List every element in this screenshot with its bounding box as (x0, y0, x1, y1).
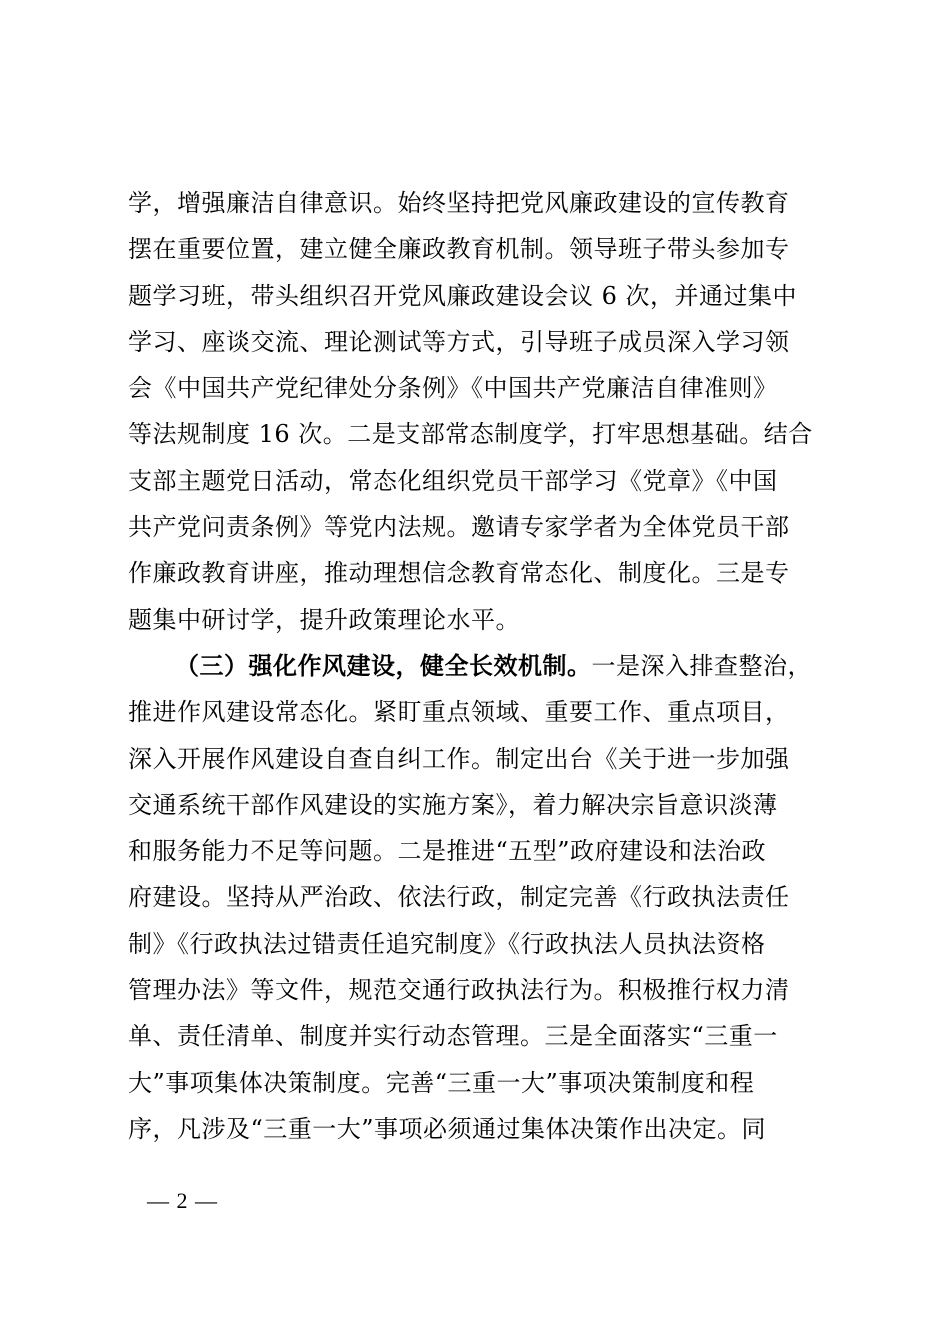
text-line: 推进作风建设常态化。紧盯重点领域、重要工作、重点项目， (128, 698, 790, 727)
text-line: 摆在重要位置，建立健全廉政教育机制。领导班子带头参加专 (128, 235, 790, 264)
text-line: 单、责任清单、制度并实行动态管理。三是全面落实“三重一 (128, 1022, 778, 1051)
body-text (128, 180, 828, 1152)
text-line: 学，增强廉洁自律意识。始终坚持把党风廉政建设的宣传教育 (128, 189, 790, 217)
text-line: 等法规制度 16 次。二是支部常态制度学，打牢思想基础。结合 (128, 420, 813, 449)
text-line: 和服务能力不足等问题。二是推进“五型”政府建设和法治政 (128, 837, 767, 866)
text-line: 学习、座谈交流、理论测试等方式，引导班子成员深入学习领 (128, 327, 790, 356)
text-line: 支部主题党日活动，常态化组织党员干部学习《党章》《中国 (128, 466, 778, 495)
text-line: 深入开展作风建设自查自纠工作。制定出台《关于进一步加强 (128, 744, 790, 773)
text-line: 序，凡涉及“三重一大”事项必须通过集体决策作出决定。同 (128, 1114, 767, 1143)
text-line: 共产党问责条例》等党内法规。邀请专家学者为全体党员干部 (128, 513, 790, 542)
section-heading-continuation: 一是深入排查整治， (591, 651, 812, 680)
text-line: 管理办法》等文件，规范交通行政执法行为。积极推行权力清 (128, 976, 790, 1005)
text-line: 制》《行政执法过错责任追究制度》《行政执法人员执法资格 (128, 929, 766, 958)
text-line: 府建设。坚持从严治政、依法行政，制定完善《行政执法责任 (128, 883, 790, 912)
section-heading: （三）强化作风建设，健全长效机制。 (175, 650, 592, 680)
section-heading-line (128, 643, 828, 689)
text-line: 题学习班，带头组织召开党风廉政建设会议 6 次，并通过集中 (128, 281, 798, 310)
text-line: 题集中研讨学，提升政策理论水平。 (128, 605, 520, 634)
text-line: 交通系统干部作风建设的实施方案》，着力解决宗旨意识淡薄 (128, 790, 778, 819)
page-number: — 2 — (147, 1188, 218, 1213)
text-line: 大”事项集体决策制度。完善“三重一大”事项决策制度和程 (128, 1068, 755, 1097)
text-line: 会《中国共产党纪律处分条例》《中国共产党廉洁自律准则》 (128, 374, 778, 403)
text-line: 作廉政教育讲座，推动理想信念教育常态化、制度化。三是专 (128, 559, 790, 588)
